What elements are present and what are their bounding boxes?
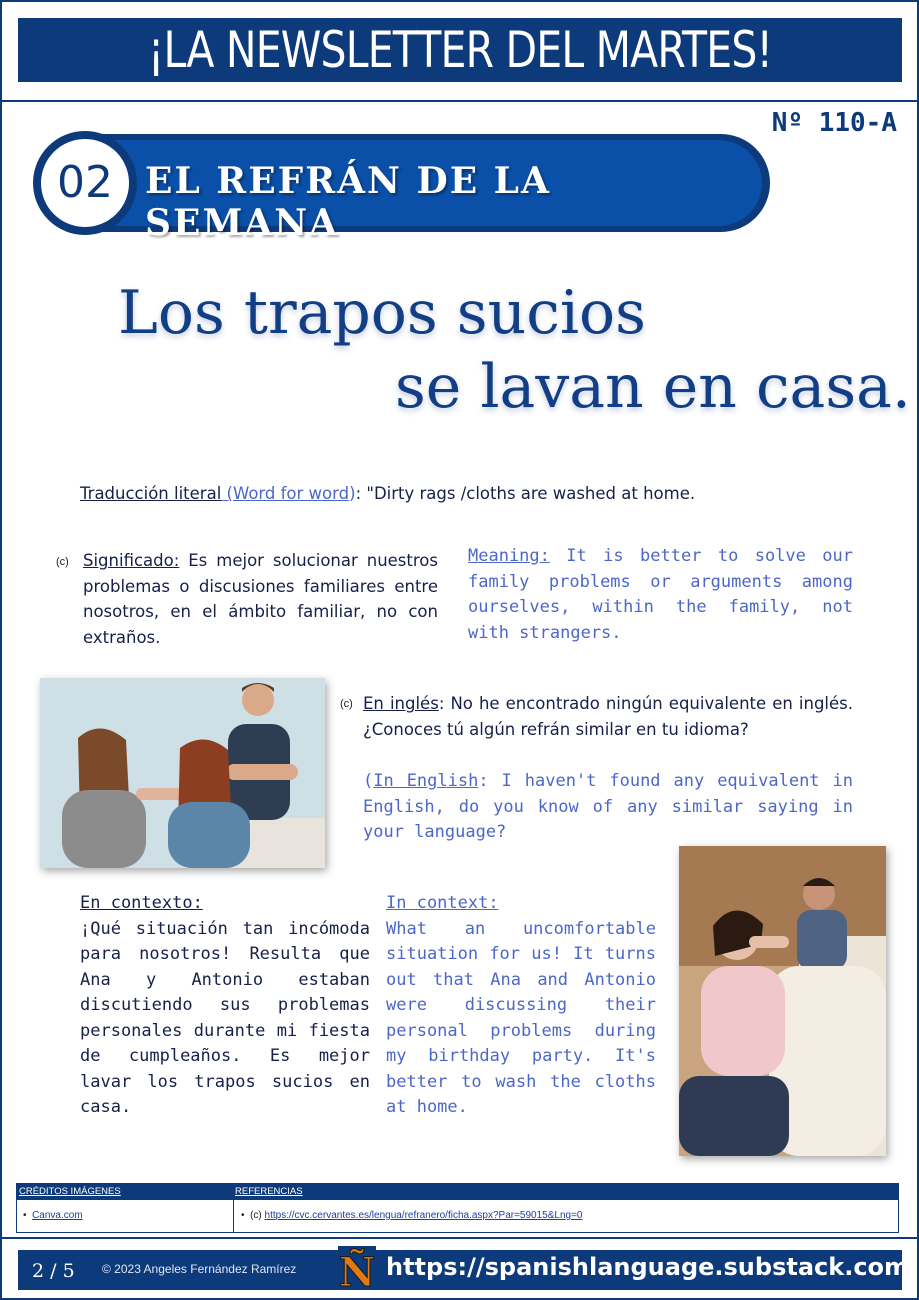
english-label: En inglés [363, 694, 439, 713]
references-label: REFERENCIAS [235, 1186, 303, 1197]
proverb-line-1: Los trapos sucios [118, 278, 646, 348]
word-for-word-label: Word for word [232, 484, 350, 503]
meaning-en [468, 544, 853, 646]
header-divider [2, 100, 917, 102]
footer-divider [2, 1237, 917, 1239]
meaning-es [83, 548, 438, 650]
n-tilde-logo-icon [336, 1244, 378, 1292]
family-argument-photo [40, 678, 325, 868]
context-es-label: En contexto: [80, 893, 203, 913]
newsletter-header [18, 18, 902, 82]
literal-close: ) [349, 484, 356, 503]
reference-link[interactable]: https://cvc.cervantes.es/lengua/refranero/ficha.aspx?Par=59015&Lng=0 [264, 1210, 583, 1221]
meaning-es-text: Es mejor solucionar nuestros problemas o discusiones familiares entre nosotros, en el ámbito familiar, no con extraños. [83, 551, 438, 647]
reference-item [241, 1210, 583, 1221]
credits-table [16, 1183, 899, 1233]
literal-label: Traducción literal [80, 484, 222, 503]
newsletter-title: ¡LA NEWSLETTER DEL MARTES! [147, 21, 773, 79]
reference-prefix: (c) [250, 1210, 262, 1221]
bullet-icon: • [241, 1210, 251, 1221]
credits-header-row [17, 1184, 898, 1200]
in-english-text: : I haven't found any equivalent in English, do you know of any similar saying in your language? [363, 771, 853, 842]
context-en-label: In context: [386, 893, 499, 913]
context-en-text: What an uncomfortable situation for us! It turns out that Ana and Antonio were discussing their personal problems during my birthday party. It's better to wash the cloths at home. [386, 918, 656, 1117]
upset-woman-photo [679, 846, 886, 1156]
canva-link[interactable]: Canva.com [32, 1210, 83, 1221]
english-equivalent-es [363, 691, 853, 742]
english-text: : No he encontrado ningún equivalente en inglés. ¿Conoces tú algún refrán similar en tu idioma? [363, 694, 853, 739]
literal-open: ( [221, 484, 233, 503]
page-number: 2 / 5 [32, 1260, 75, 1282]
image-credit-item [23, 1210, 83, 1221]
context-es-text: ¡Qué situación tan incómoda para nosotros! Resulta que Ana y Antonio estaban discutiendo sus problemas personales durante mi fiesta de cumpleaños. Es mejor lavar los trapos sucios en casa. [80, 918, 370, 1117]
bullet-icon: • [23, 1210, 33, 1221]
literal-text: : "Dirty rags /cloths are washed at home. [355, 484, 696, 503]
context-es [80, 891, 370, 1121]
meaning-en-label: Meaning: [468, 546, 550, 566]
english-copyright-mark: (c) [340, 698, 353, 710]
copyright-text: © 2023 Angeles Fernández Ramírez [102, 1262, 297, 1276]
issue-number: Nº 110-A [771, 108, 897, 138]
literal-translation [80, 481, 860, 507]
meaning-es-label: Significado: [83, 551, 180, 570]
meaning-en-text: It is better to solve our family problems or arguments among ourselves, within the family, not with strangers. [468, 546, 853, 643]
in-english-label: In English [373, 771, 479, 791]
upset-woman-illustration [679, 846, 886, 1156]
english-equivalent-en [363, 769, 853, 846]
logo-letter: Ñ [338, 1249, 376, 1292]
proverb-line-2: se lavan en casa. [395, 352, 911, 422]
site-url-link[interactable]: https://spanishlanguage.substack.com [386, 1253, 910, 1281]
context-en [386, 891, 656, 1121]
image-credits-label: CRÉDITOS IMÁGENES [19, 1186, 121, 1197]
credits-column-divider [233, 1200, 234, 1232]
family-argument-illustration [40, 678, 325, 868]
meaning-copyright-mark: (c) [56, 556, 69, 568]
english-open-paren: ( [363, 771, 374, 791]
section-number: 02 [57, 157, 113, 208]
section-title: EL REFRÁN DE LA SEMANA [145, 160, 551, 244]
